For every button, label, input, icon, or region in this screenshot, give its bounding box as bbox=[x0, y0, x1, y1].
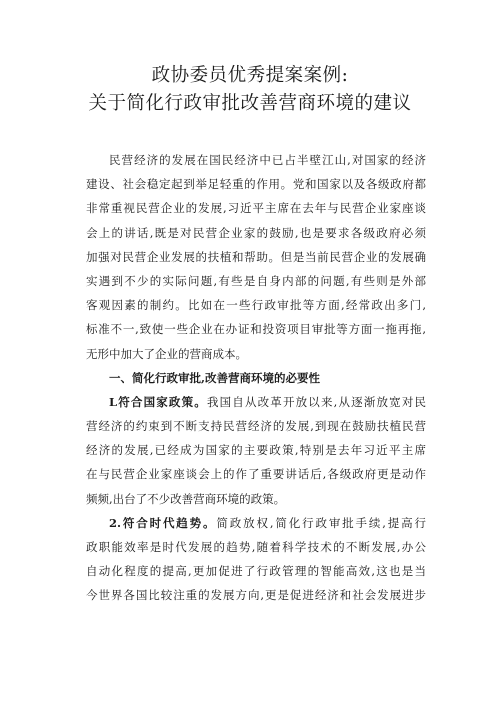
item-2-text: 简政放权,简化行政审批手续,提高行 bbox=[216, 515, 426, 530]
paragraph-line: 在与民营企业家座谈会上的作了重要讲话后,各级政府更是动作 bbox=[86, 467, 426, 482]
title-line-2: 关于简化行政审批改善营商环境的建议 bbox=[88, 93, 412, 114]
paragraph-line: 政职能效率是时代发展的趋势,随着科学技术的不断发展,办公 bbox=[86, 540, 426, 554]
paragraph-line: 实遇到不少的实际问题,有些是自身内部的问题,有些则是外部 bbox=[86, 273, 426, 288]
paragraph-line: 建设、社会稳定起到举足轻重的作用。党和国家以及各级政府都 bbox=[86, 177, 426, 192]
item-1-text: 我国自从改革开放以来,从逐渐放宽对民 bbox=[206, 394, 426, 409]
item-1-label: L符合国家政策。 bbox=[109, 394, 207, 409]
paragraph-line: 民营经济的发展在国民经济中已占半壁江山,对国家的经济 bbox=[109, 153, 426, 167]
paragraph-line: 非常重视民营企业的发展,习近平主席在去年与民营企业家座谈 bbox=[86, 201, 426, 216]
paragraph-line: 客观因素的制约。比如在一些行政审批等方面,经常政出多门, bbox=[86, 298, 426, 313]
title-line-1: 政协委员优秀提案案例: bbox=[151, 65, 349, 86]
section-heading: 一、简化行政审批,改善营商环境的必要性 bbox=[109, 370, 321, 385]
paragraph-line: 加强对民营企业发展的扶植和帮助。但是当前民营企业的发展确 bbox=[86, 249, 426, 264]
paragraph-line: 自动化程度的提高,更加促进了行政管理的智能高效,这也是当 bbox=[86, 564, 426, 579]
paragraph-line: 今世界各国比较注重的发展方向,更是促进经济和社会发展进步 bbox=[86, 588, 426, 603]
paragraph-line: 无形中加大了企业的营商成本。 bbox=[86, 346, 247, 361]
paragraph-line: 频频,出台了不少改善营商环境的政策。 bbox=[86, 491, 286, 506]
paragraph-line: 经济的发展,已经成为国家的主要政策,特别是去年习近平主席 bbox=[86, 443, 426, 458]
item-2-label: 2.符合时代趋势。 bbox=[109, 515, 217, 530]
paragraph-line: 营经济的约束到不断支持民营经济的发展,到现在鼓励扶植民营 bbox=[86, 419, 426, 434]
item-2-first-line bbox=[86, 511, 426, 535]
paragraph-line: 标准不一,致使一些企业在办证和投资项目审批等方面一拖再拖, bbox=[86, 322, 426, 337]
document-body bbox=[86, 148, 426, 608]
paragraph-line: 会上的讲话,既是对民营企业家的鼓励,也是要求各级政府必须 bbox=[86, 225, 426, 240]
document-title bbox=[0, 62, 500, 118]
item-1-first-line bbox=[86, 390, 426, 414]
